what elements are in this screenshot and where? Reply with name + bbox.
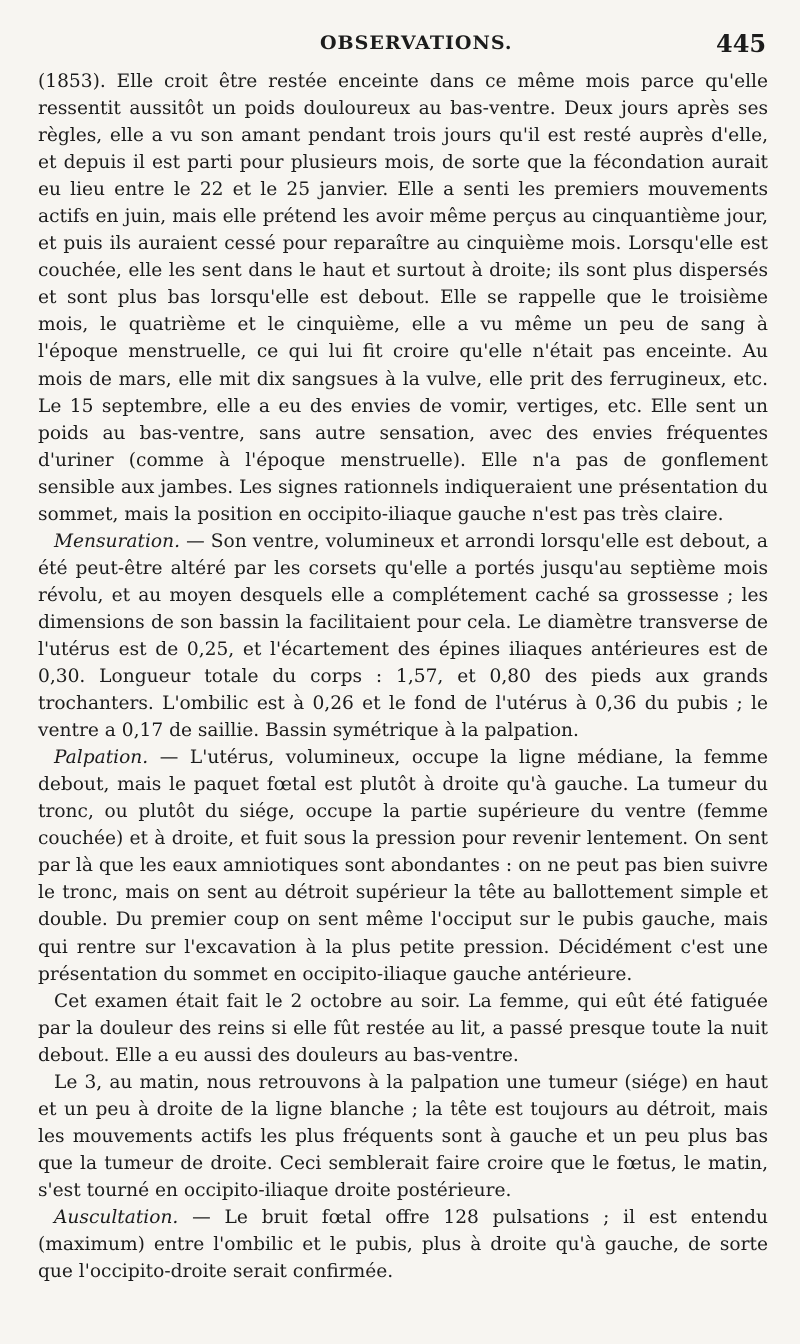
paragraph-le-3 [38, 1069, 768, 1204]
paragraph-text: (1853). Elle croit être restée enceinte dans ce même mois parce qu'elle ressentit aussitôt un poids douloureux au bas-ventre. Deux jours après ses règles, elle a vu son amant pendant trois jours qu'il est resté auprès d'elle, et depuis il est parti pour plusieurs mois, de sorte que la fécondation aurait eu lieu entre le 22 et le 25 janvier. Elle a senti les premiers mouvements actifs en juin, mais elle prétend les avoir même perçus au cinquantième jour, et puis ils auraient cessé pour reparaître au cinquième mois. Lorsqu'elle est couchée, elle les sent dans le haut et surtout à droite; ils sont plus dispersés et sont plus bas lorsqu'elle est debout. Elle se rappelle que le troisième mois, le quatrième et le cinquième, elle a vu même un peu de sang à l'époque menstruelle, ce qui lui fit croire qu'elle n'était pas enceinte. Au mois de mars, elle mit dix sangsues à la vulve, elle prit des ferrugineux, etc. Le 15 septembre, elle a eu des envies de vomir, vertiges, etc. Elle sent un poids au bas-ventre, sans autre sensation, avec des envies fréquentes d'uriner (comme à l'époque menstruelle). Elle n'a pas de gonflement sensible aux jambes. Les signes rationnels indiqueraient une présentation du sommet, mais la position en occipito-iliaque gauche n'est pas très claire. [38, 71, 768, 525]
section-lead-palpation: Palpation. [54, 747, 149, 769]
paragraph-history [38, 68, 768, 528]
paragraph-mensuration [38, 528, 768, 744]
paragraph-text: — Le bruit fœtal offre 128 pulsations ; il est entendu (maximum) entre l'ombilic et le pubis, plus à droite qu'à gauche, de sorte que l'occipito-droite serait confirmée. [38, 1206, 768, 1283]
paragraph-text: Cet examen était fait le 2 octobre au soir. La femme, qui eût été fatiguée par la douleur des reins si elle fût restée au lit, a passé presque toute la nuit debout. Elle a eu aussi des douleurs au bas-ventre. [38, 990, 768, 1066]
paragraph-examen [38, 988, 768, 1069]
section-lead-mensuration: Mensuration. [54, 530, 181, 552]
page-header [0, 29, 800, 60]
paragraph-text: — L'utérus, volumineux, occupe la ligne médiane, la femme debout, mais le paquet fœtal est plutôt à droite qu'à gauche. La tumeur du tronc, ou plutôt du siége, occupe la partie supérieure du ventre (femme couchée) et à droite, et fuit sous la pression pour revenir lentement. On sent par là que les eaux amniotiques sont abondantes : on ne peut pas bien suivre le tronc, mais on sent au détroit supérieur la tête au ballottement simple et double. Du premier coup on sent même l'occiput sur le pubis gauche, mais qui rentre sur l'excavation à la plus petite pression. Décidément c'est une présentation du sommet en occipito-iliaque gauche antérieure. [38, 747, 768, 985]
running-title: OBSERVATIONS. [320, 32, 513, 54]
paragraph-auscultation [38, 1204, 768, 1285]
section-lead-auscultation: Auscultation. [54, 1206, 179, 1228]
paragraph-text: Le 3, au matin, nous retrouvons à la palpation une tumeur (siége) en haut et un peu à droite de la ligne blanche ; la tête est toujours au détroit, mais les mouvements actifs les plus fréquents sont à gauche et un peu plus bas que la tumeur de droite. Ceci semblerait faire croire que le fœtus, le matin, s'est tourné en occipito-iliaque droite postérieure. [38, 1071, 768, 1201]
paragraph-palpation [38, 744, 768, 987]
page-number: 445 [716, 29, 767, 58]
body-text [38, 68, 768, 1285]
paragraph-text: — Son ventre, volumineux et arrondi lorsqu'elle est debout, a été peut-être altéré par les corsets qu'elle a portés jusqu'au septième mois révolu, et au moyen desquels elle a complétement caché sa grossesse ; les dimensions de son bassin la facilitaient pour cela. Le diamètre transverse de l'utérus est de 0,25, et l'écartement des épines iliaques antérieures est de 0,30. Longueur totale du corps : 1,57, et 0,80 des pieds aux grands trochanters. L'ombilic est à 0,26 et le fond de l'utérus à 0,36 du pubis ; le ventre a 0,17 de saillie. Bassin symétrique à la palpation. [38, 530, 768, 742]
